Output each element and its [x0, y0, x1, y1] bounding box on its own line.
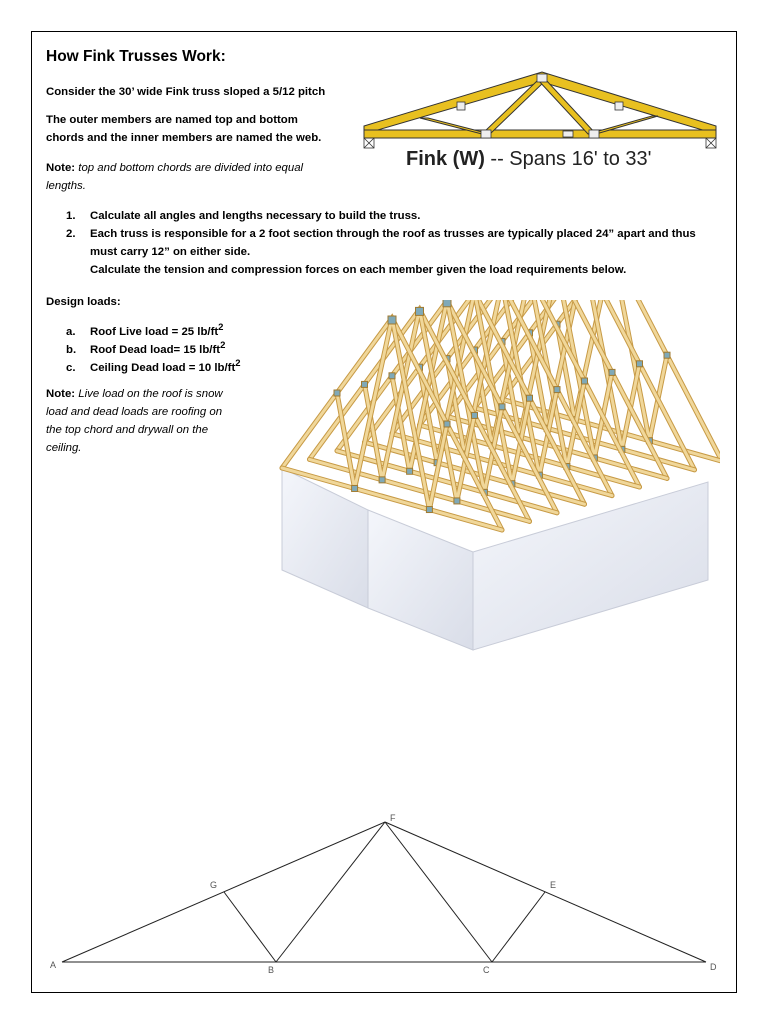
task-2-text-3: Calculate the tension and compression forces on each member given the load requirements below. [90, 264, 627, 276]
members-line-1: The outer members are named top and bottom [46, 114, 298, 126]
note-1-line-2: lengths. [46, 180, 86, 192]
note-2 [46, 388, 223, 400]
web-f-c [385, 822, 492, 962]
task-1-text: Calculate all angles and lengths necessary to build the truss. [90, 210, 421, 222]
load-c-exponent: 2 [235, 358, 241, 369]
fink-caption [406, 148, 652, 171]
load-c-text: Ceiling Dead load = 10 lb/ft [90, 361, 236, 374]
truss-diagram [40, 808, 730, 988]
web-b-f [276, 822, 385, 962]
task-2 [66, 228, 696, 240]
load-b-text: Roof Dead load= 15 lb/ft [90, 343, 221, 356]
task-2-number: 2. [66, 228, 76, 240]
load-b-letter: b. [66, 343, 77, 356]
note-1 [46, 162, 303, 174]
fink-caption-span: -- Spans 16' to 33' [484, 148, 652, 170]
roof-trusses-illustration [268, 300, 720, 656]
top-chord-right [385, 822, 706, 962]
node-label-a: A [50, 960, 57, 970]
note-1-text: top and bottom chords are divided into equal [78, 162, 304, 174]
fink-caption-type: Fink (W) [406, 148, 485, 170]
node-label-d: D [710, 962, 717, 972]
load-b [66, 340, 225, 356]
web-c-e [492, 892, 545, 962]
web-g-b [224, 892, 276, 962]
load-b-exponent: 2 [220, 340, 226, 351]
node-label-c: C [483, 965, 490, 975]
members-line-2: chords and the inner members are named the web. [46, 132, 322, 144]
load-c-letter: c. [66, 361, 76, 374]
note-2-label: Note: [46, 388, 76, 400]
task-1 [66, 210, 420, 222]
note-2-line-2: load and dead loads are roofing on [46, 406, 223, 418]
task-1-number: 1. [66, 210, 76, 222]
note-2-line-1: Live load on the roof is snow [78, 388, 223, 400]
note-2-line-3: the top chord and drywall on the [46, 424, 209, 436]
design-loads-heading: Design loads: [46, 296, 121, 308]
load-a-letter: a. [66, 325, 76, 338]
load-a-exponent: 2 [218, 322, 224, 333]
top-chord-left [62, 822, 385, 962]
node-label-g: G [210, 880, 218, 890]
intro-text: Consider the 30’ wide Fink truss sloped a 5/12 pitch [46, 86, 326, 98]
load-c [66, 358, 241, 374]
page-title: How Fink Trusses Work: [46, 48, 226, 65]
note-1-label: Note: [46, 162, 76, 174]
node-label-f: F [390, 813, 396, 823]
node-label-e: E [550, 880, 557, 890]
load-a [66, 322, 223, 338]
node-label-b: B [268, 965, 275, 975]
task-2-text-2: must carry 12” on either side. [90, 246, 251, 258]
note-2-line-4: ceiling. [46, 442, 82, 454]
task-2-text-1: Each truss is responsible for a 2 foot section through the roof as trusses are typically placed 24” apart and thus [90, 228, 696, 240]
load-a-text: Roof Live load = 25 lb/ft [90, 325, 219, 338]
